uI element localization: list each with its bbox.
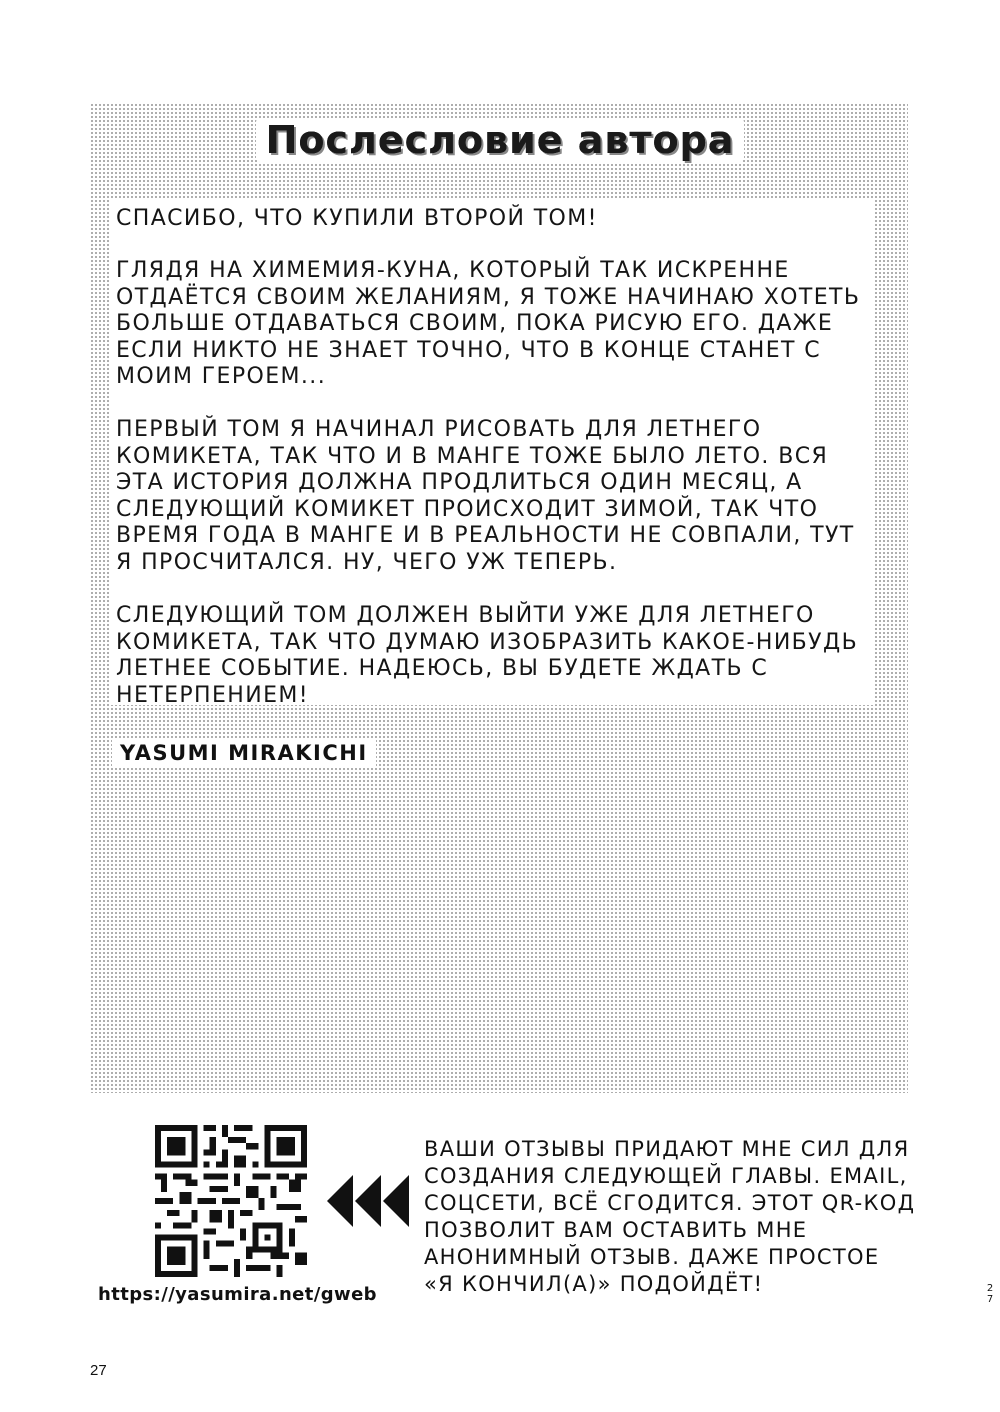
- page-title: [0, 118, 1000, 162]
- triple-left-arrow-icon: [327, 1171, 413, 1231]
- paragraph-1: СПАСИБО, ЧТО КУПИЛИ ВТОРОЙ ТОМ!: [116, 206, 598, 231]
- page-number: 27: [90, 1362, 107, 1379]
- qr-code-icon: [155, 1125, 307, 1277]
- vertical-page-number-text: 27: [986, 1283, 994, 1305]
- paragraph-2: ГЛЯДЯ НА ХИМЕМИЯ-КУНА, КОТОРЫЙ ТАК ИСКРЕННЕ ОТДАЁТСЯ СВОИМ ЖЕЛАНИЯМ, Я ТОЖЕ НАЧИНАЮ ХОТЕТЬ БОЛЬШЕ ОТДАВАТЬСЯ СВОИМ, ПОКА РИСУЮ ЕГО. ДАЖЕ ЕСЛИ НИКТО НЕ ЗНАЕТ ТОЧНО, ЧТО В КОНЦЕ СТАНЕТ С МОИМ ГЕРОЕМ...: [116, 258, 861, 389]
- paragraph-3: ПЕРВЫЙ ТОМ Я НАЧИНАЛ РИСОВАТЬ ДЛЯ ЛЕТНЕГО КОМИКЕТА, ТАК ЧТО И В МАНГЕ ТОЖЕ БЫЛО ЛЕТО. ВСЯ ЭТА ИСТОРИЯ ДОЛЖНА ПРОДЛИТЬСЯ ОДИН МЕСЯЦ, А СЛЕДУЮЩИЙ КОМИКЕТ ПРОИСХОДИТ ЗИМОЙ, ТАК ЧТО ВРЕМЯ ГОДА В МАНГЕ И В РЕАЛЬНОСТИ НЕ СОВПАЛИ, ТУТ Я ПРОСЧИТАЛСЯ. НУ, ЧЕГО УЖ ТЕПЕРЬ.: [116, 417, 855, 575]
- vertical-page-number: [986, 1283, 994, 1305]
- review-request-text: ВАШИ ОТЗЫВЫ ПРИДАЮТ МНЕ СИЛ ДЛЯ СОЗДАНИЯ СЛЕДУЮЩЕЙ ГЛАВЫ. EMAIL, СОЦСЕТИ, ВСЁ СГОДИТСЯ. ЭТОТ QR-КОД ПОЗВОЛИТ ВАМ ОСТАВИТЬ МНЕ АНОНИМНЫЙ ОТЗЫВ. ДАЖЕ ПРОСТОЕ «Я КОНЧИЛ(А)» ПОДОЙДЁТ!: [424, 1137, 916, 1296]
- page-title-text: Послесловие автора: [256, 118, 745, 162]
- author-name: YASUMI MIRAKICHI: [112, 738, 376, 768]
- feedback-url[interactable]: https://yasumira.net/gweb: [98, 1284, 377, 1305]
- paragraph-4: СЛЕДУЮЩИЙ ТОМ ДОЛЖЕН ВЫЙТИ УЖЕ ДЛЯ ЛЕТНЕГО КОМИКЕТА, ТАК ЧТО ДУМАЮ ИЗОБРАЗИТЬ КАКОЕ-НИБУДЬ ЛЕТНЕЕ СОБЫТИЕ. НАДЕЮСЬ, ВЫ БУДЕТЕ ЖДАТЬ С НЕТЕРПЕНИЕМ!: [116, 603, 859, 708]
